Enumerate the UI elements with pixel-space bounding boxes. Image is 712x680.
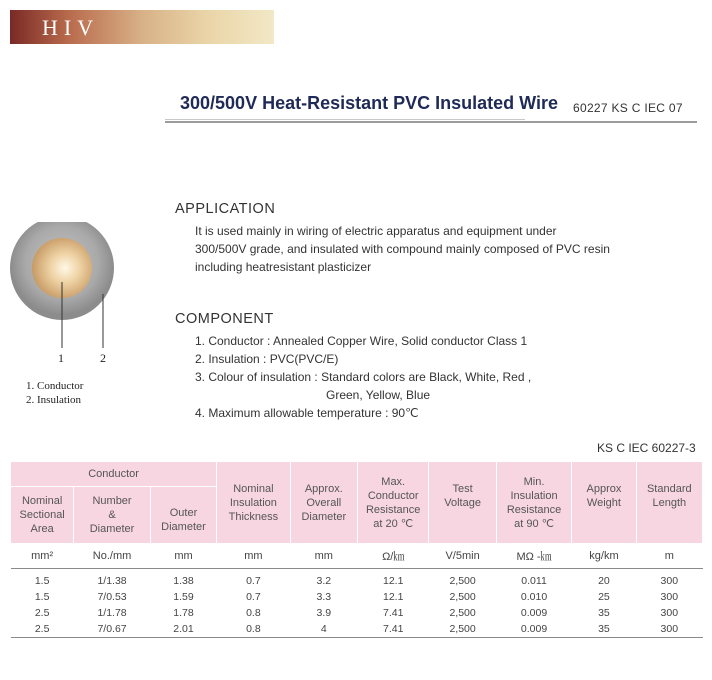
component-item: 2. Insulation : PVC(PVC/E) [195, 352, 339, 366]
table-cell: 2.5 [34, 623, 50, 635]
unit-cell: mm [217, 544, 290, 569]
application-heading: APPLICATION [175, 201, 276, 217]
legend-insulation: 2. Insulation [26, 394, 81, 406]
title-divider [165, 121, 697, 123]
table-cell: 3.2 [316, 575, 332, 587]
table-cell: 0.8 [246, 607, 261, 619]
product-banner [10, 10, 274, 44]
header-insulation-resistance: Min. Insulation Resistance at 90 ℃ [496, 462, 572, 544]
units-row [11, 544, 703, 569]
unit-cell: m [636, 544, 702, 569]
component-item: 3. Colour of insulation : Standard colors are Black, White, Red , [195, 370, 532, 384]
header-conductor-group: Conductor [11, 462, 217, 487]
diagram-label-1: 1 [58, 351, 64, 365]
application-line: 300/500V grade, and insulated with compound mainly composed of PVC resin [195, 242, 610, 256]
table-cell: 0.009 [520, 623, 548, 635]
table-cell: 0.7 [246, 591, 261, 603]
table-standard: KS C IEC 60227-3 [597, 441, 696, 455]
application-text [195, 222, 610, 276]
table-cell: 2,500 [449, 607, 476, 619]
table-cell: 7.41 [382, 607, 404, 619]
unit-cell: mm [150, 544, 216, 569]
table-cell: 0.7 [246, 575, 261, 587]
table-cell: 20 [598, 575, 610, 587]
table-cell: 1.38 [173, 575, 194, 587]
component-item: 4. Maximum allowable temperature : 90℃ [195, 406, 419, 420]
header-overall-diameter: Approx. Overall Diameter [290, 462, 357, 544]
table-cell: 7/0.53 [97, 591, 127, 603]
table-cell: 7/0.67 [97, 623, 127, 635]
unit-cell: V/5min [429, 544, 496, 569]
banner-title: HIV [42, 15, 100, 40]
unit-cell: No./mm [74, 544, 151, 569]
table-cell: 300 [660, 591, 679, 603]
application-line: It is used mainly in wiring of electric apparatus and equipment under [195, 224, 557, 238]
table-cell: 3.3 [316, 591, 332, 603]
table-row [11, 621, 703, 638]
unit-cell: kg/km [572, 544, 636, 569]
cable-cross-section-diagram [0, 222, 130, 362]
table-cell: 0.009 [520, 607, 548, 619]
table-cell: 0.8 [246, 623, 261, 635]
table-cell: 2,500 [449, 575, 476, 587]
component-heading: COMPONENT [175, 311, 274, 327]
table-cell: 0.010 [520, 591, 548, 603]
table-cell: 1.5 [34, 591, 50, 603]
table-cell: 1.59 [173, 591, 194, 603]
unit-cell: Ω/㎞ [357, 544, 428, 569]
table-cell: 2,500 [449, 591, 476, 603]
header-insulation-thickness: Nominal Insulation Thickness [217, 462, 290, 544]
table-cell: 3.9 [316, 607, 332, 619]
header-outer-diameter: Outer Diameter [150, 487, 216, 544]
header-number-diameter: Number & Diameter [74, 487, 151, 544]
header-sectional-area: Nominal Sectional Area [11, 487, 74, 544]
standard-code: 60227 KS C IEC 07 [573, 101, 683, 115]
page-title: 300/500V Heat-Resistant PVC Insulated Wire [180, 93, 558, 113]
table-cell: 2.01 [173, 623, 194, 635]
component-item: 1. Conductor : Annealed Copper Wire, Solid conductor Class 1 [195, 334, 528, 348]
table-cell: 25 [598, 591, 610, 603]
table-row [11, 605, 703, 621]
table-cell: 300 [660, 607, 679, 619]
table-cell: 300 [660, 623, 679, 635]
table-cell: 35 [598, 623, 610, 635]
header-conductor-resistance: Max. Conductor Resistance at 20 ℃ [357, 462, 428, 544]
component-list [195, 332, 531, 422]
component-item: Green, Yellow, Blue [326, 388, 431, 402]
table-cell: 1.5 [34, 575, 50, 587]
unit-cell: mm² [11, 544, 74, 569]
table-cell: 300 [660, 575, 679, 587]
unit-cell: mm [290, 544, 357, 569]
table-cell: 2,500 [449, 623, 476, 635]
header-weight: Approx Weight [572, 462, 636, 544]
diagram-label-2: 2 [100, 351, 106, 365]
unit-cell: MΩ -㎞ [496, 544, 572, 569]
table-cell: 12.1 [382, 591, 404, 603]
application-line: including heatresistant plasticizer [195, 260, 372, 274]
table-row [11, 569, 703, 590]
table-cell: 12.1 [382, 575, 404, 587]
title-underline [165, 119, 525, 120]
table-cell: 0.011 [521, 575, 547, 587]
table-cell: 1.78 [173, 607, 194, 619]
table-cell: 35 [598, 607, 610, 619]
header-test-voltage: Test Voltage [429, 462, 496, 544]
table-cell: 2.5 [34, 607, 50, 619]
table-cell: 7.41 [382, 623, 404, 635]
spec-table [10, 461, 703, 638]
table-cell: 1/1.38 [97, 575, 127, 587]
header-standard-length: Standard Length [636, 462, 702, 544]
table-cell: 4 [320, 623, 327, 635]
legend-conductor: 1. Conductor [26, 380, 84, 392]
table-row [11, 589, 703, 605]
table-cell: 1/1.78 [97, 607, 127, 619]
